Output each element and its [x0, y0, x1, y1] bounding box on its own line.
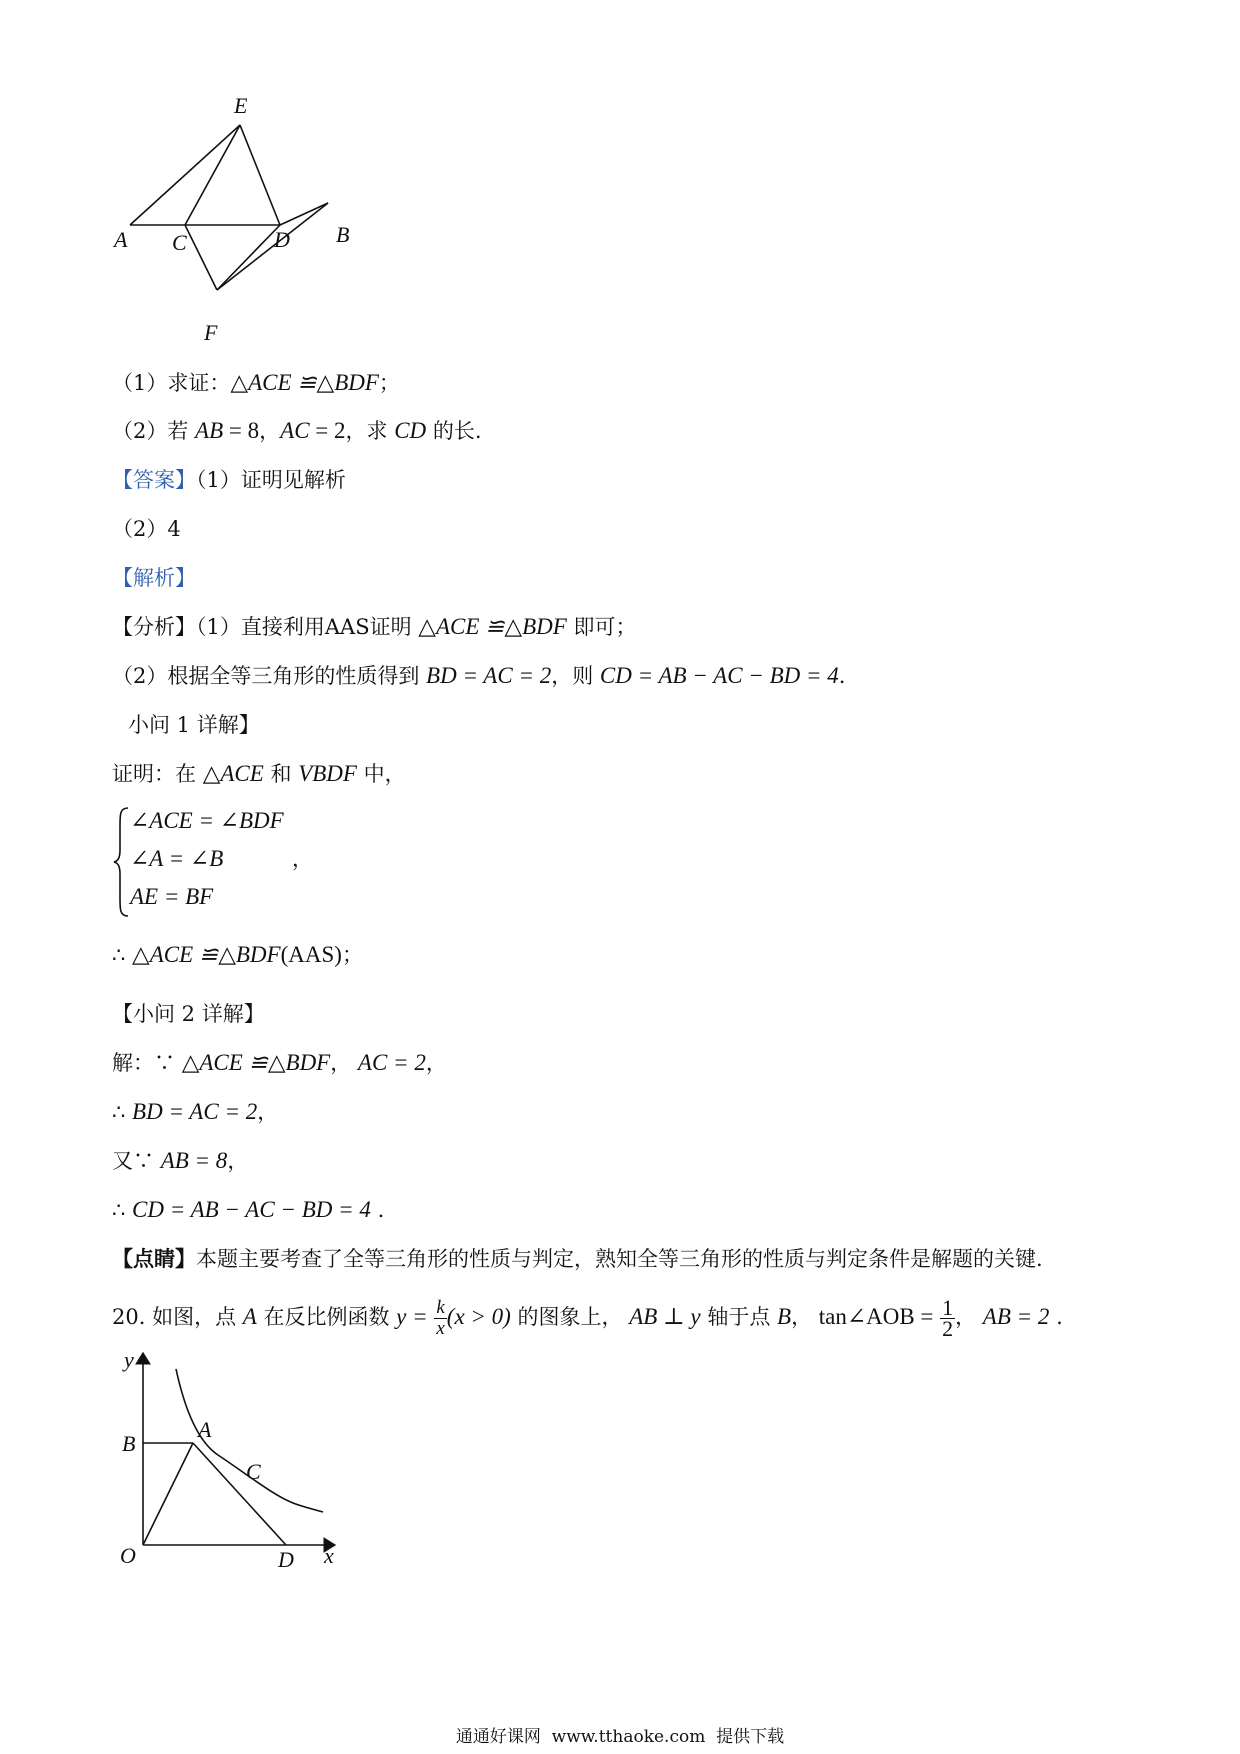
q19-answer-2: （2）4: [112, 517, 181, 541]
q19-sol-line1: 解：∵ △ACE ≌△BDF， AC = 2，: [112, 1050, 447, 1075]
q19-sol-line3: 又∵ AB = 8，: [112, 1148, 249, 1173]
q19-conclusion-1: ∴ △ACE ≌△BDF(AAS)；: [112, 942, 363, 967]
q19-answer: 【答案】（1）证明见解析: [112, 468, 346, 492]
label-E: E: [234, 95, 248, 118]
figure-congruent-triangles: [110, 95, 410, 355]
axis-label-x: x: [324, 1543, 334, 1568]
label-A: A: [198, 1417, 212, 1442]
fraction-k-over-x: $\frac{k}{x}$: [436, 1297, 445, 1339]
system-brace: [112, 806, 132, 918]
q19-part2: （2）若 AB = 8，AC = 2，求 CD 的长.: [112, 418, 482, 443]
q19-dianjing: 【点睛】本题主要考查了全等三角形的性质与判定，熟知全等三角形的性质与判定条件是解题的关键.: [112, 1246, 1043, 1271]
figure-inverse-function-graph: [108, 1345, 358, 1575]
q19-proof-intro: 证明：在 △ACE 和 VBDF 中，: [112, 761, 406, 786]
label-D: D: [278, 1547, 294, 1572]
label-C: C: [246, 1459, 261, 1484]
system-eq-3: AE = BF: [130, 884, 214, 909]
label-D: D: [274, 227, 290, 252]
axis-label-y: y: [124, 1347, 134, 1372]
q19-sol-line2: ∴ BD = AC = 2，: [112, 1099, 279, 1124]
page-footer: 通通好课网 www.tthaoke.com 提供下载: [455, 1727, 785, 1747]
q19-part1: （1）求证：△ACE ≌△BDF；: [112, 370, 400, 395]
q19-analysis-tag: 【解析】: [112, 566, 196, 590]
label-C: C: [172, 230, 187, 255]
fraction-one-half: $\frac{1}{2}$: [942, 1295, 954, 1341]
q19-sub2-title: 【小问 2 详解】: [112, 1002, 265, 1026]
system-eq-1: ∠ACE = ∠BDF: [130, 808, 284, 833]
system-comma: ，: [292, 847, 313, 871]
q19-fenxi: 【分析】（1）直接利用AAS证明 △ACE ≌△BDF 即可；: [112, 614, 637, 639]
q19-sub1-title: 小问 1 详解】: [128, 713, 260, 737]
q19-fenxi-2: （2）根据全等三角形的性质得到 BD = AC = 2，则 CD = AB − AC − BD = 4.: [112, 663, 846, 688]
system-eq-2: ∠A = ∠B: [130, 846, 224, 871]
q19-sol-line4: ∴ CD = AB − AC − BD = 4 .: [112, 1197, 385, 1222]
label-F: F: [204, 320, 218, 345]
label-B: B: [336, 222, 350, 247]
label-A: A: [114, 227, 128, 252]
label-B: B: [122, 1431, 136, 1456]
q20-stem: 20. 如图，点 A 在反比例函数 y = $\frac{k}{x}$ (x > 0) 的图象上， AB ⊥ y 轴于点 B， tan∠AOB = $\frac{1}{2}$ ， AB = 2 .: [112, 1295, 1063, 1341]
label-O: O: [120, 1543, 136, 1568]
